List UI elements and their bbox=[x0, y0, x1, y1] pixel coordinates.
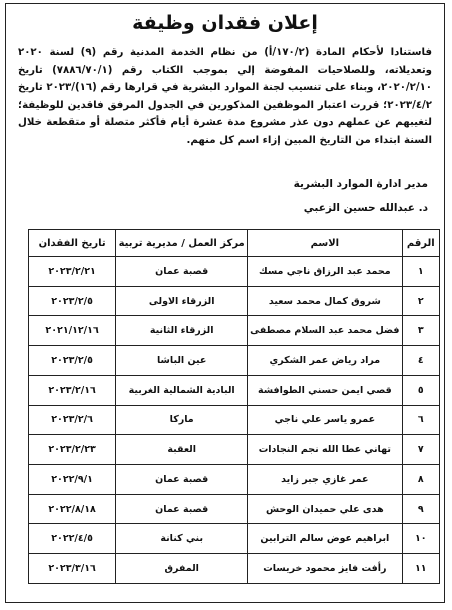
row-number: ٨ bbox=[402, 465, 439, 495]
table-body bbox=[29, 257, 440, 584]
row-number: ٩ bbox=[402, 494, 439, 524]
announcement-title: إعلان فقدان وظيفة bbox=[132, 12, 318, 34]
row-number: ١١ bbox=[402, 554, 439, 584]
work-center: ماركا bbox=[116, 405, 248, 435]
employee-name: مراد رياض عمر الشكري bbox=[248, 346, 402, 376]
loss-date: ٢٠٢٣/٣/١٦ bbox=[29, 554, 116, 584]
work-center: العقبة bbox=[116, 435, 248, 465]
signature-position: مدير ادارة الموارد البشرية bbox=[293, 178, 428, 190]
row-number: ١ bbox=[402, 257, 439, 287]
loss-date: ٢٠٢٣/٢/٢١ bbox=[29, 257, 116, 287]
loss-date: ٢٠٢١/١٢/١٦ bbox=[29, 316, 116, 346]
table-header-row bbox=[29, 230, 440, 257]
row-number: ٣ bbox=[402, 316, 439, 346]
header-date: تاريخ الفقدان bbox=[29, 230, 116, 257]
table-row bbox=[29, 405, 440, 435]
signature-block bbox=[294, 172, 428, 220]
table-row bbox=[29, 316, 440, 346]
employee-name: ابراهيم عوض سالم الترابين bbox=[248, 524, 402, 554]
row-number: ٢ bbox=[402, 286, 439, 316]
loss-date: ٢٠٢٣/٢/٦ bbox=[29, 405, 116, 435]
header-name: الاسم bbox=[248, 230, 402, 257]
announcement-paragraph: فاستنادا لأحكام المادة (١٧٠/٢/أ) من نظام الخدمة المدنية رقم (٩) لسنة ٢٠٢٠ وتعديلاته، وللصلاحيات المفوضة إلي بموجب الكتاب رقم (٧٨٨٦/٧٠/١) تاريخ ٢٠٢٠/٢/١٠، وبناء على تنسيب لجنة الموارد البشرية في قرارها رقم (١٦)/٢٠٢٣ تاريخ ٢٠٢٣/٤/٢؛ قررت اعتبار الموظفين المذكورين في الجدول المرفق فاقدين للوظيفة؛ لتغيبهم عن عملهم دون عذر مشروع مدة عشرة أيام فأكثر متصلة أو متقطعة خلال السنة ابتداء من التاريخ المبين إزاء اسم كل منهم. bbox=[18, 47, 433, 146]
work-center: البادية الشمالية الغربية bbox=[116, 375, 248, 405]
announcement-frame bbox=[5, 3, 445, 603]
table-row bbox=[29, 524, 440, 554]
employee-name: تهاني عطا الله نجم النجادات bbox=[248, 435, 402, 465]
loss-date: ٢٠٢٢/٤/٥ bbox=[29, 524, 116, 554]
work-center: قصبة عمان bbox=[116, 465, 248, 495]
table-row bbox=[29, 465, 440, 495]
employee-name: قصي ايمن حسني الطوافشة bbox=[248, 375, 402, 405]
work-center: المفرق bbox=[116, 554, 248, 584]
loss-date: ٢٠٢٣/٢/١٦ bbox=[29, 375, 116, 405]
table-row bbox=[29, 286, 440, 316]
employee-name: هدى علي حميدان الوحش bbox=[248, 494, 402, 524]
row-number: ٥ bbox=[402, 375, 439, 405]
work-center: الزرقاء الثانية bbox=[116, 316, 248, 346]
table-row bbox=[29, 346, 440, 376]
table-row bbox=[29, 494, 440, 524]
employee-name: عمرو ياسر علي ناجي bbox=[248, 405, 402, 435]
table-row bbox=[29, 375, 440, 405]
loss-date: ٢٠٢٣/٢/٥ bbox=[29, 286, 116, 316]
row-number: ٤ bbox=[402, 346, 439, 376]
header-num: الرقم bbox=[402, 230, 439, 257]
row-number: ١٠ bbox=[402, 524, 439, 554]
signature-name: د. عبدالله حسين الزعبي bbox=[303, 202, 428, 214]
header-dept: مركز العمل / مديرية تربية bbox=[116, 230, 248, 257]
employees-table bbox=[28, 229, 440, 584]
employee-name: محمد عبد الرزاق ناجي مسك bbox=[248, 257, 402, 287]
row-number: ٦ bbox=[402, 405, 439, 435]
employee-name: فضل محمد عبد السلام مصطفى bbox=[248, 316, 402, 346]
loss-date: ٢٠٢٢/٩/١ bbox=[29, 465, 116, 495]
employee-name: عمر غازي جبر زايد bbox=[248, 465, 402, 495]
loss-date: ٢٠٢٣/٢/٥ bbox=[29, 346, 116, 376]
table-row bbox=[29, 554, 440, 584]
employee-name: شروق كمال محمد سعيد bbox=[248, 286, 402, 316]
employee-name: رأفت فايز محمود خريسات bbox=[248, 554, 402, 584]
work-center: بني كنانة bbox=[116, 524, 248, 554]
loss-date: ٢٠٢٣/٢/٢٣ bbox=[29, 435, 116, 465]
row-number: ٧ bbox=[402, 435, 439, 465]
work-center: قصبة عمان bbox=[116, 257, 248, 287]
work-center: قصبة عمان bbox=[116, 494, 248, 524]
work-center: عين الباشا bbox=[116, 346, 248, 376]
loss-date: ٢٠٢٢/٨/١٨ bbox=[29, 494, 116, 524]
table-row bbox=[29, 435, 440, 465]
work-center: الزرقاء الاولى bbox=[116, 286, 248, 316]
table-row bbox=[29, 257, 440, 287]
